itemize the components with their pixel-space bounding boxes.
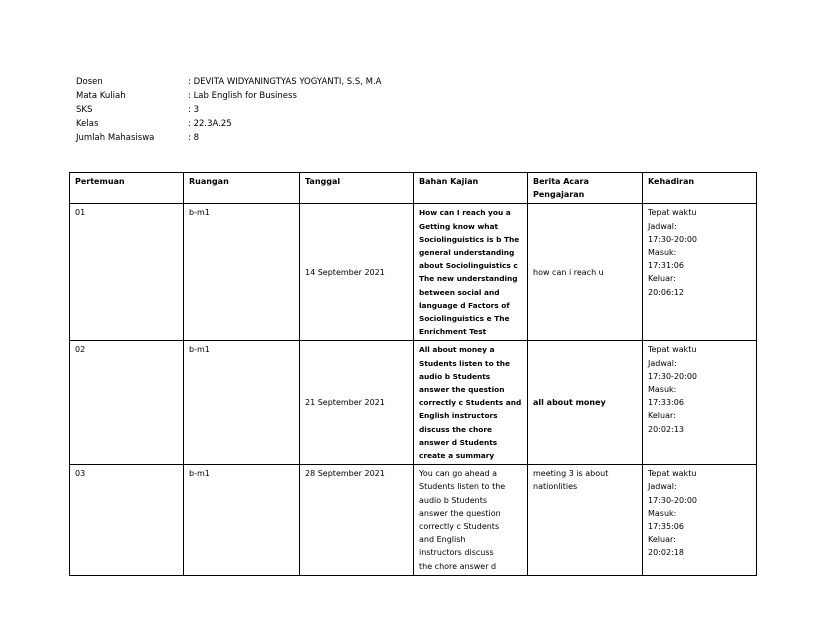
info-value: : 22.3A.25 [188,119,232,129]
kehadiran-line: 17:30-20:00 [648,495,697,505]
bahan-line: Students listen to the [419,358,511,368]
info-label: Kelas [76,119,99,129]
bahan-line: You can go ahead a [419,469,498,479]
cell-tanggal: 14 September 2021 [300,204,414,341]
kehadiran-line: 17:35:06 [648,522,684,532]
info-row-jumlah-mahasiswa [76,131,381,145]
bahan-line: create a summary [419,451,495,461]
kehadiran-line: Jadwal: [648,358,677,368]
bahan-line: general understanding [419,248,515,258]
kehadiran-line: Tepat waktu [648,345,697,355]
bahan-line: All about money a [419,345,495,355]
table-row [70,465,757,576]
info-label: Jumlah Mahasiswa [76,133,155,143]
cell-pertemuan: 02 [70,341,184,465]
bahan-line: and English [419,535,466,545]
info-row-kelas [76,117,381,131]
table-row [70,341,757,465]
cell-bahan-kajian [414,204,528,341]
bahan-line: Getting know what [419,221,499,231]
info-value: : DEVITA WIDYANINGTYAS YOGYANTI, S.S, M.A [188,77,382,87]
bahan-line: language d Factors of [419,300,510,310]
column-header-kehadiran: Kehadiran [643,173,757,204]
kehadiran-line: 17:30-20:00 [648,234,697,244]
cell-pertemuan: 03 [70,465,184,576]
cell-kehadiran [643,204,757,341]
bahan-line: answer the question [419,508,501,518]
column-header-bahan-kajian: Bahan Kajian [414,173,528,204]
info-row-mata-kuliah [76,89,381,103]
kehadiran-line: Masuk: [648,385,677,395]
cell-pertemuan: 01 [70,204,184,341]
info-label: Mata Kuliah [76,91,126,101]
bahan-line: Students listen to the [419,482,506,492]
cell-tanggal: 21 September 2021 [300,341,414,465]
header-line: Berita Acara [533,177,589,186]
berita-line: nationlities [533,482,578,492]
cell-berita-acara [528,465,643,576]
cell-ruangan: b-m1 [184,204,300,341]
kehadiran-line: Keluar: [648,535,676,545]
kehadiran-line: Jadwal: [648,482,677,492]
course-info [76,75,381,145]
bahan-line: audio b Students [419,495,487,505]
cell-berita-acara: all about money [528,341,643,465]
kehadiran-line: 20:02:18 [648,548,684,558]
kehadiran-line: Tepat waktu [648,208,697,218]
kehadiran-line: 20:06:12 [648,287,684,297]
info-row-dosen [76,75,381,89]
bahan-line: correctly c Students and [419,398,522,408]
cell-bahan-kajian [414,465,528,576]
bahan-line: How can I reach you a [419,208,511,218]
bahan-line: the chore answer d [419,561,497,571]
column-header-ruangan: Ruangan [184,173,300,204]
cell-kehadiran [643,465,757,576]
table-header-row [70,173,757,204]
table-row [70,204,757,341]
info-value: : 3 [188,105,199,115]
bahan-line: Enrichment Test [419,327,487,337]
kehadiran-line: Masuk: [648,508,677,518]
bahan-line: correctly c Students [419,522,500,532]
bahan-line: answer the question [419,385,505,395]
column-header-berita-acara [528,173,643,204]
info-value: : Lab English for Business [188,91,297,101]
bahan-line: answer d Students [419,437,498,447]
bahan-line: instructors discuss [419,548,494,558]
bahan-line: audio b Students [419,371,491,381]
bahan-line: about Sociolinguistics c [419,261,518,271]
bahan-line: English instructors [419,411,498,421]
bahan-line: between social and [419,287,500,297]
info-label: SKS [76,105,93,115]
kehadiran-line: Jadwal: [648,221,677,231]
cell-ruangan: b-m1 [184,341,300,465]
kehadiran-line: 17:31:06 [648,261,684,271]
kehadiran-line: Keluar: [648,411,676,421]
kehadiran-line: 20:02:13 [648,424,684,434]
cell-berita-acara: how can i reach u [528,204,643,341]
attendance-table [69,172,757,576]
bahan-line: Sociolinguistics is b The [419,234,520,244]
cell-bahan-kajian [414,341,528,465]
kehadiran-line: 17:33:06 [648,398,684,408]
bahan-line: Sociolinguistics e The [419,314,510,324]
bahan-line: The new understanding [419,274,518,284]
header-line: Pengajaran [533,190,585,200]
column-header-pertemuan: Pertemuan [70,173,184,204]
kehadiran-line: 17:30-20:00 [648,371,697,381]
kehadiran-line: Masuk: [648,248,677,258]
column-header-tanggal: Tanggal [300,173,414,204]
info-row-sks [76,103,381,117]
kehadiran-line: Keluar: [648,274,676,284]
cell-tanggal: 28 September 2021 [300,465,414,576]
cell-kehadiran [643,341,757,465]
berita-line: meeting 3 is about [533,469,609,479]
info-label: Dosen [76,77,103,87]
kehadiran-line: Tepat waktu [648,469,697,479]
info-value: : 8 [188,133,199,143]
bahan-line: discuss the chore [419,424,492,434]
cell-ruangan: b-m1 [184,465,300,576]
